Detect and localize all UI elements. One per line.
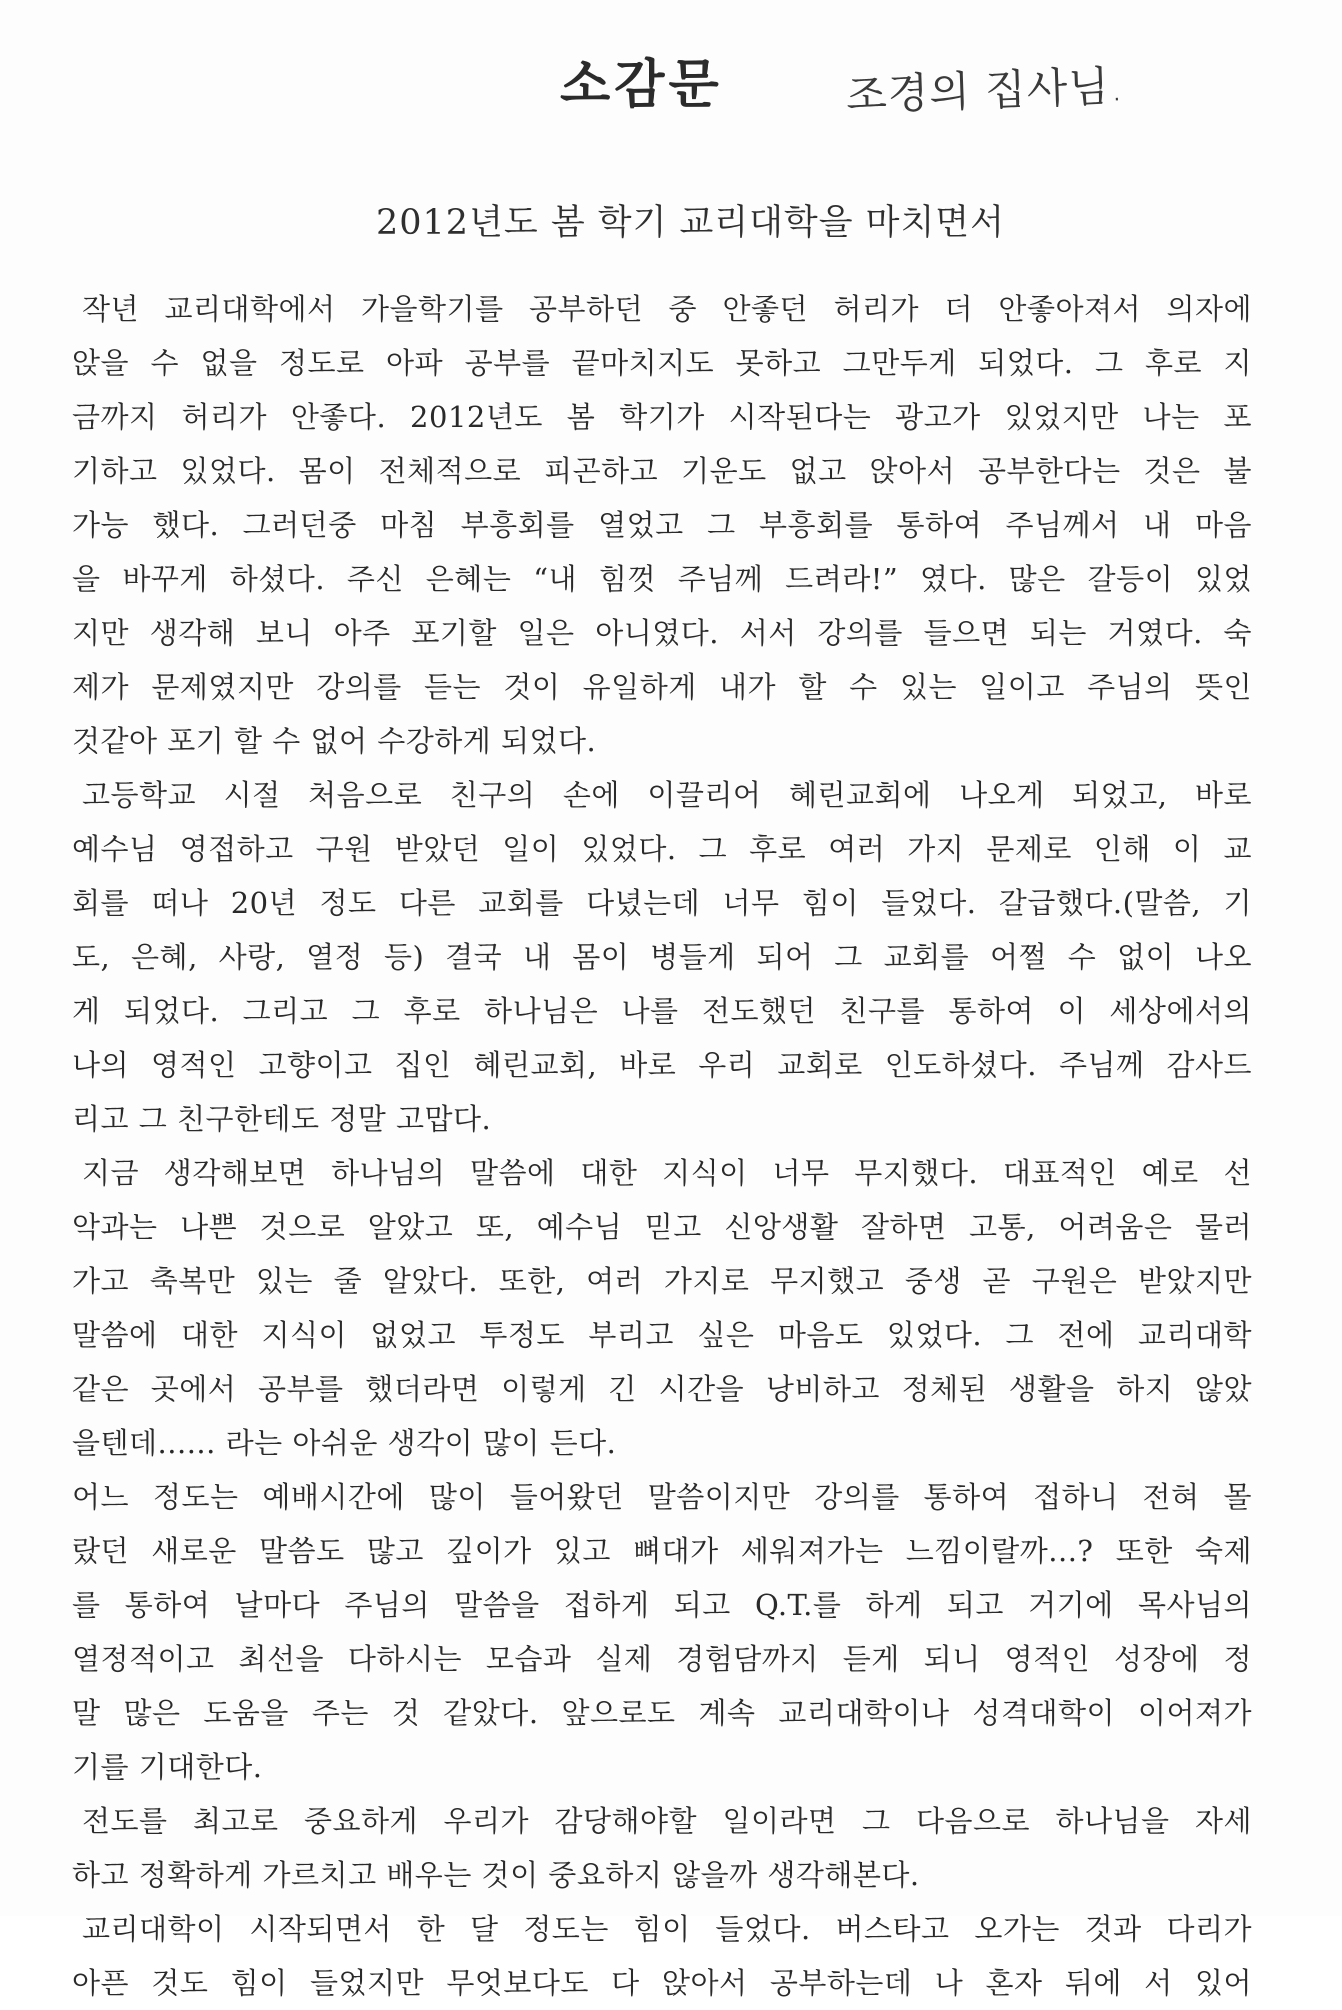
text-line: 게 되었다. 그리고 그 후로 하나님은 나를 전도했던 친구를 통하여 이 세상에서의 xyxy=(72,994,1252,1028)
text-line: 기하고 있었다. 몸이 전체적으로 피곤하고 기운도 없고 앉아서 공부한다는 것은 불 xyxy=(72,454,1252,488)
text-line: 제가 문제였지만 강의를 듣는 것이 유일하게 내가 할 수 있는 일이고 주님의 뜻인 xyxy=(72,670,1252,704)
text-line: 지만 생각해 보니 아주 포기할 일은 아니였다. 서서 강의를 들으면 되는 거였다. 숙 xyxy=(72,616,1252,650)
text-line: 나의 영적인 고향이고 집인 혜린교회, 바로 우리 교회로 인도하셨다. 주님께 감사드 xyxy=(72,1048,1252,1082)
document-title: 소감문 xyxy=(560,55,723,115)
text-line: 열정적이고 최선을 다하시는 모습과 실제 경험담까지 듣게 되니 영적인 성장에 정 xyxy=(72,1642,1252,1676)
text-line: 을텐데...... 라는 아쉬운 생각이 많이 든다. xyxy=(72,1426,617,1460)
text-line: 앉을 수 없을 정도로 아파 공부를 끝마치지도 못하고 그만두게 되었다. 그 후로 지 xyxy=(72,346,1252,380)
text-line: 금까지 허리가 안좋다. 2012년도 봄 학기가 시작된다는 광고가 있었지만 나는 포 xyxy=(72,400,1252,434)
text-line: 악과는 나쁜 것으로 알았고 또, 예수님 믿고 신앙생활 잘하면 고통, 어려움은 물러 xyxy=(72,1210,1252,1244)
text-line: 도, 은혜, 사랑, 열정 등) 결국 내 몸이 병들게 되어 그 교회를 어쩔 수 없이 나오 xyxy=(72,940,1252,974)
essay-body xyxy=(72,282,1252,2010)
text-line: 고등학교 시절 처음으로 친구의 손에 이끌리어 혜린교회에 나오게 되었고, 바로 xyxy=(82,778,1252,812)
text-line: 하고 정확하게 가르치고 배우는 것이 중요하지 않을까 생각해본다. xyxy=(72,1858,920,1892)
text-line: 작년 교리대학에서 가을학기를 공부하던 중 안좋던 허리가 더 안좋아져서 의자에 xyxy=(82,292,1252,326)
text-line: 같은 곳에서 공부를 했더라면 이렇게 긴 시간을 낭비하고 정체된 생활을 하지 않았 xyxy=(72,1372,1252,1406)
text-line: 랐던 새로운 말씀도 많고 깊이가 있고 뼈대가 세워져가는 느낌이랄까...? 또한 숙제 xyxy=(72,1534,1252,1568)
text-line: 회를 떠나 20년 정도 다른 교회를 다녔는데 너무 힘이 들었다. 갈급했다.(말씀, 기 xyxy=(72,886,1252,920)
text-line: 을 바꾸게 하셨다. 주신 은혜는 “내 힘껏 주님께 드려라!” 였다. 많은 갈등이 있었 xyxy=(72,562,1252,596)
text-line: 가고 축복만 있는 줄 알았다. 또한, 여러 가지로 무지했고 중생 곧 구원은 받았지만 xyxy=(72,1264,1252,1298)
document-subtitle: 2012년도 봄 학기 교리대학을 마치면서 xyxy=(376,203,1005,243)
text-line: 기를 기대한다. xyxy=(72,1750,263,1784)
text-line: 교리대학이 시작되면서 한 달 정도는 힘이 들었다. 버스타고 오가는 것과 다리가 xyxy=(82,1912,1252,1946)
text-line: 를 통하여 날마다 주님의 말씀을 접하게 되고 Q.T.를 하게 되고 거기에 목사님의 xyxy=(72,1588,1252,1622)
text-line: 전도를 최고로 중요하게 우리가 감당해야할 일이라면 그 다음으로 하나님을 자세 xyxy=(82,1804,1252,1838)
text-line: 리고 그 친구한테도 정말 고맙다. xyxy=(72,1102,492,1136)
text-line: 지금 생각해보면 하나님의 말씀에 대한 지식이 너무 무지했다. 대표적인 예로 선 xyxy=(82,1156,1252,1190)
text-line: 아픈 것도 힘이 들었지만 무엇보다도 다 앉아서 공부하는데 나 혼자 뒤에 서 있어 xyxy=(72,1966,1252,2000)
text-line: 말씀에 대한 지식이 없었고 투정도 부리고 싶은 마음도 있었다. 그 전에 교리대학 xyxy=(72,1318,1252,1352)
author-signature: 조경의 집사님. xyxy=(845,61,1125,120)
text-line: 것같아 포기 할 수 없어 수강하게 되었다. xyxy=(72,724,597,758)
text-line: 가능 했다. 그러던중 마침 부흥회를 열었고 그 부흥회를 통하여 주님께서 내 마음 xyxy=(72,508,1252,542)
text-line: 어느 정도는 예배시간에 많이 들어왔던 말씀이지만 강의를 통하여 접하니 전혀 몰 xyxy=(72,1480,1252,1514)
text-line: 말 많은 도움을 주는 것 같았다. 앞으로도 계속 교리대학이나 성격대학이 이어져가 xyxy=(72,1696,1252,1730)
text-line: 예수님 영접하고 구원 받았던 일이 있었다. 그 후로 여러 가지 문제로 인해 이 교 xyxy=(72,832,1252,866)
